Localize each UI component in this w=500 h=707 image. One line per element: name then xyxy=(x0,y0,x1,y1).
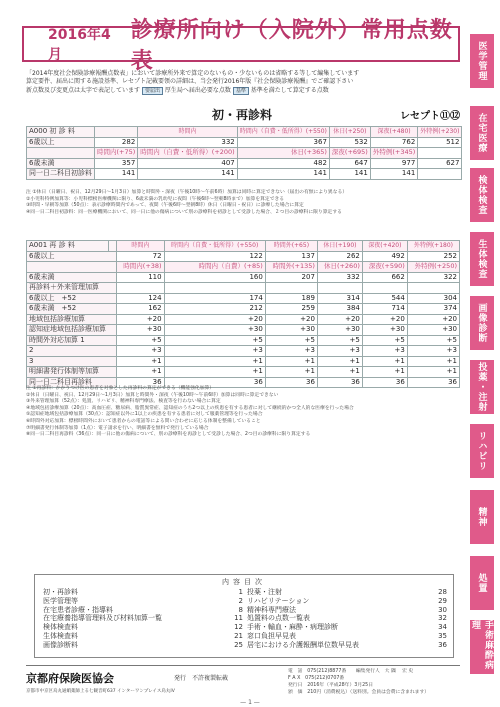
side-tab[interactable]: 在宅医療 xyxy=(470,106,494,160)
table-cell: 304 xyxy=(407,293,459,304)
table-cell: +3 xyxy=(317,346,362,357)
toc-entry-page: 32 xyxy=(438,614,447,623)
table-cell: 141 xyxy=(329,169,370,180)
side-tab[interactable]: 検体検査 xyxy=(470,168,494,222)
toc-entry[interactable] xyxy=(247,597,447,606)
table-cell: +3 xyxy=(265,346,317,357)
table-cell: 36 xyxy=(407,377,459,388)
table-row xyxy=(27,335,460,346)
toc-entry-label: 検体検査料 xyxy=(43,623,78,632)
column-header: 深夜(+480) xyxy=(370,127,417,138)
toc-entry-page: 1 xyxy=(238,588,243,596)
table-row xyxy=(27,148,462,159)
table-cell: 252 xyxy=(407,251,459,262)
row-label: 6歳以上 xyxy=(27,251,117,262)
toc-entry[interactable] xyxy=(43,632,243,641)
table-cell: +30 xyxy=(164,325,265,336)
table-cell: +5 xyxy=(265,335,317,346)
note-line: ②小児科特例加算等：小児科標榜医療機関に限り、6歳未満の乳幼児に夜間（午後6時～翌朝8時まで）加算を算定できる xyxy=(26,196,285,202)
toc-entry-label: 手術・輸血・麻酔・病理診断 xyxy=(247,623,338,632)
note-line: 注 ①再診料：かかりつけ医の患者を対象とした再診料の算定ができる（機能強化加算） xyxy=(26,386,215,391)
row-label: 明細書発行体制等加算 xyxy=(27,367,117,378)
table-cell xyxy=(362,283,407,294)
toc-entry-page: 8 xyxy=(238,605,243,614)
footer-meta xyxy=(288,668,429,696)
table-cell: +30 xyxy=(362,325,407,336)
table-cell: +1 xyxy=(117,367,165,378)
table-cell: 141 xyxy=(138,169,237,180)
row-label: 同一日二科目初診料 xyxy=(27,169,95,180)
intro-text xyxy=(26,70,458,95)
table-cell: 212 xyxy=(164,304,265,315)
column-header: 時間内（自費・低所得）(+550) xyxy=(164,241,265,252)
intro-line: 「2014年度社会保険診療報酬点数表」において診療所外来で算定のないもの・少ないものは省略する等して編集しています xyxy=(26,70,360,77)
column-header: 時間内（自費・低所得）(+550) xyxy=(237,127,329,138)
note-line: ⑥時間外対応加算：標榜時間外において患者からの電話等による問い合わせに応じる体制を整備していること xyxy=(26,418,261,424)
table-cell: 492 xyxy=(362,251,407,262)
table-cell xyxy=(265,283,317,294)
table-cell xyxy=(418,148,462,159)
table-cell: 141 xyxy=(95,169,138,180)
table-cell: 36 xyxy=(265,377,317,388)
table-cell: 137 xyxy=(265,251,317,262)
table-row xyxy=(27,346,460,357)
table-cell: 627 xyxy=(418,158,462,169)
table-cell: +30 xyxy=(265,325,317,336)
toc-entry-page: 25 xyxy=(234,640,243,649)
table-cell: +20 xyxy=(317,314,362,325)
table-cell: 141 xyxy=(370,169,417,180)
address: 京都市中京区烏丸通蛸薬師上る七観音町637 インターワンプレイス烏丸IV xyxy=(26,689,175,694)
table-header-row xyxy=(27,241,460,252)
table-cell: 時間内(+38) xyxy=(117,262,165,273)
table-cell: +20 xyxy=(265,314,317,325)
table-row xyxy=(27,283,460,294)
note-line: 注 ①休日（日曜日、祝日、12月29日～1月3日）加算と時間外・深夜（午後10時～午前6時）加算は同時に算定できない（届出の有無により異なる） xyxy=(26,190,348,195)
table-cell: +30 xyxy=(117,325,165,336)
footer-meta-line: F A X 075(212)0707番 xyxy=(288,676,345,681)
table-cell: 322 xyxy=(407,272,459,283)
column-header xyxy=(95,127,138,138)
table-cell: +3 xyxy=(164,346,265,357)
table-cell: 314 xyxy=(317,293,362,304)
table-cell: +1 xyxy=(164,367,265,378)
association-name: 京都府保険医協会 xyxy=(26,672,114,685)
toc-entry-label: 在宅療養指導管理料及び材料加算一覧 xyxy=(43,614,162,623)
table-cell: +30 xyxy=(317,325,362,336)
receipt-label: レセプト⑪⑫ xyxy=(400,110,460,122)
table-cell: 36 xyxy=(362,377,407,388)
column-header: A001 再 診 料 xyxy=(27,241,109,252)
side-tab[interactable]: 投薬・注射 xyxy=(470,360,494,414)
table-cell: 662 xyxy=(362,272,407,283)
row-label: 3 xyxy=(27,356,117,367)
row-label: 6歳以上 +52 xyxy=(27,293,117,304)
saishin-table xyxy=(26,240,460,388)
table-cell: +1 xyxy=(407,367,459,378)
row-label: 再診料＋外来管理加算 xyxy=(27,283,117,294)
table-cell: 482 xyxy=(237,158,329,169)
toc-entry-page: 34 xyxy=(438,623,447,632)
note-line: ②休日（日曜日、祝日、12月29日～1月3日）加算と時間外・深夜（午後10時～午前6時）加算は同時に算定できない xyxy=(26,392,279,398)
table-cell: +1 xyxy=(265,367,317,378)
note-line: ③時間・早朝等加算（50点）：表示診療時間内であって、夜間（午後6時～翌朝8時）休日（日曜日・祝日）に診療した場合に算定 xyxy=(26,203,304,209)
table-cell: 259 xyxy=(265,304,317,315)
table-cell: 207 xyxy=(265,272,317,283)
table-cell: +20 xyxy=(407,314,459,325)
table-of-contents xyxy=(34,574,454,658)
table-cell: +1 xyxy=(117,356,165,367)
table-cell: 977 xyxy=(370,158,417,169)
toc-title: 内容目次 xyxy=(222,578,266,586)
table-cell: 時間内(+75) xyxy=(95,148,138,159)
toc-entry-label: 居宅における介護報酬単位数早見表 xyxy=(247,640,359,649)
table-cell: +5 xyxy=(407,335,459,346)
footer-meta-line: 発行日 2016年（平成28年）3月25日 xyxy=(288,683,374,688)
table-cell xyxy=(407,283,459,294)
note-line: ④同一日二科目初診料：同一医療機関において、同一日に他の傷病について別の診療科を初診として受診した場合、２つ目の診療科に限り算定する xyxy=(26,209,342,215)
table-cell: +3 xyxy=(407,346,459,357)
column-header: A000 初 診 料 xyxy=(27,127,95,138)
toc-entry[interactable] xyxy=(247,614,447,623)
shoshin-notes xyxy=(26,190,460,216)
table-cell: 36 xyxy=(117,377,165,388)
row-label: 6歳未満 xyxy=(27,158,95,169)
column-header: 深夜(+420) xyxy=(362,241,407,252)
table-row xyxy=(27,367,460,378)
toc-entry-label: 在宅患者診療・指導料 xyxy=(43,605,113,614)
table-cell: +3 xyxy=(362,346,407,357)
row-label: 同一日二科目再診料 xyxy=(27,377,117,388)
table-cell: +5 xyxy=(117,335,165,346)
table-cell: 282 xyxy=(95,137,138,148)
row-label: 時間外対応加算 1 xyxy=(27,335,117,346)
note-line: ⑦明細書発行体制等加算（1点）：電子請求を行い、明細書を無料で発行している場合 xyxy=(26,425,209,431)
table-row xyxy=(27,304,460,315)
table-cell: 374 xyxy=(407,304,459,315)
column-header: 時間外(+65) xyxy=(265,241,317,252)
page-title: 診療所向け（入院外）常用点数表 xyxy=(130,18,453,74)
footer xyxy=(26,665,460,700)
section-header xyxy=(22,106,462,122)
table-cell: +1 xyxy=(164,356,265,367)
toc-entry-page: 36 xyxy=(438,640,447,649)
table-cell: +30 xyxy=(407,325,459,336)
toc-entry[interactable] xyxy=(43,614,243,623)
table-cell: 深夜(+590) xyxy=(362,262,407,273)
shoshin-table xyxy=(26,126,462,180)
table-cell: 141 xyxy=(237,169,329,180)
toc-entry-label: 画像診断料 xyxy=(43,640,78,649)
saishin-notes xyxy=(26,386,460,439)
toc-entry[interactable] xyxy=(43,623,243,632)
table-cell: +1 xyxy=(362,356,407,367)
table-row xyxy=(27,169,462,180)
table-cell: 外特例(+345) xyxy=(370,148,417,159)
side-tab[interactable]: 画像診断 xyxy=(470,296,494,350)
toc-entry[interactable] xyxy=(247,632,447,641)
table-cell: 124 xyxy=(117,293,165,304)
toc-entry-page: 21 xyxy=(234,631,243,640)
table-cell: 時間外(+135) xyxy=(265,262,317,273)
column-header: 外特例(+230) xyxy=(418,127,462,138)
column-header: 外特例(+180) xyxy=(407,241,459,252)
toc-entry-label: 投薬・注射 xyxy=(247,588,282,596)
toc-entry-label: 窓口負担早見表 xyxy=(247,631,296,640)
side-tab[interactable]: 手術麻酔病理 xyxy=(470,620,494,674)
row-label: 6歳未満 +52 xyxy=(27,304,117,315)
table-cell: 357 xyxy=(95,158,138,169)
table-cell: 512 xyxy=(418,137,462,148)
table-cell: +5 xyxy=(362,335,407,346)
table-cell: 160 xyxy=(164,272,265,283)
table-cell: 262 xyxy=(317,251,362,262)
toc-entry-page: 11 xyxy=(234,614,243,623)
row-label xyxy=(27,148,95,159)
side-tab[interactable]: 処置 xyxy=(470,556,494,610)
table-cell: 休日(+365) xyxy=(237,148,329,159)
table-cell: 384 xyxy=(317,304,362,315)
table-cell xyxy=(164,283,265,294)
toc-entry-label: 精神科専門療法 xyxy=(247,605,296,614)
table-cell: +1 xyxy=(407,356,459,367)
toc-entry[interactable] xyxy=(247,641,447,650)
table-cell xyxy=(418,169,462,180)
toc-entry-page: 29 xyxy=(438,596,447,605)
note-line: ③外来管理加算（52点）：処置、リハビリ、精神科専門療法、検査等を行わない場合に算定 xyxy=(26,399,221,405)
page-number: — 1 — xyxy=(240,699,260,706)
table-cell xyxy=(317,283,362,294)
table-cell: +5 xyxy=(164,335,265,346)
row-label: 地域包括診療加算 xyxy=(27,314,117,325)
footer-meta-line: 電 話 075(212)8877番 編集発行人 大 隅 宏 史 xyxy=(288,669,414,674)
toc-entry[interactable] xyxy=(43,588,243,597)
table-cell: 36 xyxy=(164,377,265,388)
table-cell: 332 xyxy=(317,272,362,283)
row-label xyxy=(27,262,117,273)
table-cell: 110 xyxy=(117,272,165,283)
toc-entry[interactable] xyxy=(43,641,243,650)
table-row xyxy=(27,272,460,283)
table-row xyxy=(27,325,460,336)
toc-entry[interactable] xyxy=(247,588,447,597)
table-cell: 532 xyxy=(329,137,370,148)
toc-left-column xyxy=(43,588,243,650)
toc-entry-label: リハビリテーション xyxy=(247,596,310,605)
table-cell: +1 xyxy=(362,367,407,378)
intro-line: 新点数及び変更点は太字で表記しています 要届出 厚生局へ届出必要な点数 基準 基準を満たして算定する点数 xyxy=(26,86,329,94)
table-cell: 36 xyxy=(317,377,362,388)
side-tab[interactable]: 精神 xyxy=(470,490,494,544)
side-tab[interactable]: リハビリ xyxy=(470,424,494,478)
table-cell: 647 xyxy=(329,158,370,169)
table-cell: 162 xyxy=(117,304,165,315)
row-label: 2 xyxy=(27,346,117,357)
toc-entry-page: 28 xyxy=(438,588,447,596)
note-line: ⑤認知症地域包括診療加算（30点）：認知症以外に1以上の疾患を有する患者に対して服薬管理等を行った場合 xyxy=(26,412,263,418)
side-tab[interactable]: 生体検査 xyxy=(470,232,494,286)
table-cell: 367 xyxy=(237,137,329,148)
table-cell: +1 xyxy=(317,356,362,367)
toc-entry[interactable] xyxy=(247,623,447,632)
table-row xyxy=(27,293,460,304)
title-date: 2016年4月 xyxy=(48,27,111,63)
table-cell: 時間内（自費）(+85) xyxy=(164,262,265,273)
intro-line: 算定要件、届出に関する施設基準、レセプト記載要領の詳細は、当会発行2016年版『社会保険診療報酬』でご確認下さい xyxy=(26,78,354,86)
issue-note: 発行 不許複製転載 xyxy=(174,675,229,682)
column-header: 時間内 xyxy=(117,241,165,252)
table-cell: 72 xyxy=(117,251,165,262)
table-cell: 174 xyxy=(164,293,265,304)
column-header: 時間内 xyxy=(138,127,237,138)
toc-entry-page: 12 xyxy=(234,623,243,632)
table-cell: 時間内（自費・低所得）(+200) xyxy=(138,148,237,159)
table-row xyxy=(27,262,460,273)
key-badge: 要届出 xyxy=(142,87,163,95)
table-cell xyxy=(117,283,165,294)
row-label: 6歳以上 xyxy=(27,137,95,148)
table-cell: 休日(+260) xyxy=(317,262,362,273)
table-cell: 762 xyxy=(370,137,417,148)
key-badge: 基準 xyxy=(233,87,249,95)
side-tab[interactable]: 医学管理 xyxy=(470,34,494,88)
table-cell: 189 xyxy=(265,293,317,304)
toc-entry[interactable] xyxy=(43,597,243,606)
note-line: ④地域包括診療加算（20点）：高血圧症、糖尿病、脂質異常症、認知症のうち2つ以上の疾患を有する患者に対して継続的かつ全人的な医療を行った場合 xyxy=(26,405,354,411)
table-cell: 深夜(+695) xyxy=(329,148,370,159)
toc-entry-label: 初・再診料 xyxy=(43,588,78,596)
table-cell: +1 xyxy=(265,356,317,367)
table-cell: +20 xyxy=(164,314,265,325)
table-row xyxy=(27,158,462,169)
section-title: 初・再診料 xyxy=(211,107,272,122)
table-row xyxy=(27,137,462,148)
table-cell: 外特例(+250) xyxy=(407,262,459,273)
table-header-row xyxy=(27,127,462,138)
column-header: 休日(+250) xyxy=(329,127,370,138)
table-cell: 544 xyxy=(362,293,407,304)
table-cell: +20 xyxy=(117,314,165,325)
table-cell: +5 xyxy=(317,335,362,346)
table-row xyxy=(27,356,460,367)
toc-entry-label: 医学管理等 xyxy=(43,596,78,605)
column-header: 休日(+190) xyxy=(317,241,362,252)
table-cell: 332 xyxy=(138,137,237,148)
row-label: 6歳未満 xyxy=(27,272,117,283)
table-cell: +3 xyxy=(117,346,165,357)
table-row xyxy=(27,251,460,262)
column-header xyxy=(108,241,116,252)
table-cell: 122 xyxy=(164,251,265,262)
toc-entry-page: 30 xyxy=(438,605,447,614)
toc-entry-page: 2 xyxy=(238,596,243,605)
table-row xyxy=(27,314,460,325)
toc-entry-page: 35 xyxy=(438,631,447,640)
row-label: 認知症地域包括診療加算 xyxy=(27,325,117,336)
toc-right-column xyxy=(247,588,447,650)
toc-entry-label: 生体検査料 xyxy=(43,631,78,640)
table-cell: +1 xyxy=(317,367,362,378)
footer-meta-line: 頒 価 210円（消費税込）（送料別。会員は会費に含まれます） xyxy=(288,690,430,695)
table-cell: +20 xyxy=(362,314,407,325)
toc-entry-label: 処置料の点数一覧表 xyxy=(247,614,310,623)
table-cell: 407 xyxy=(138,158,237,169)
table-cell: 714 xyxy=(362,304,407,315)
note-line: ⑧同一日二科目再診料（36点）：同一日に他の傷病について、別の診療科を再診として受診した場合、2つ目の診療科に限り算定する xyxy=(26,432,311,438)
